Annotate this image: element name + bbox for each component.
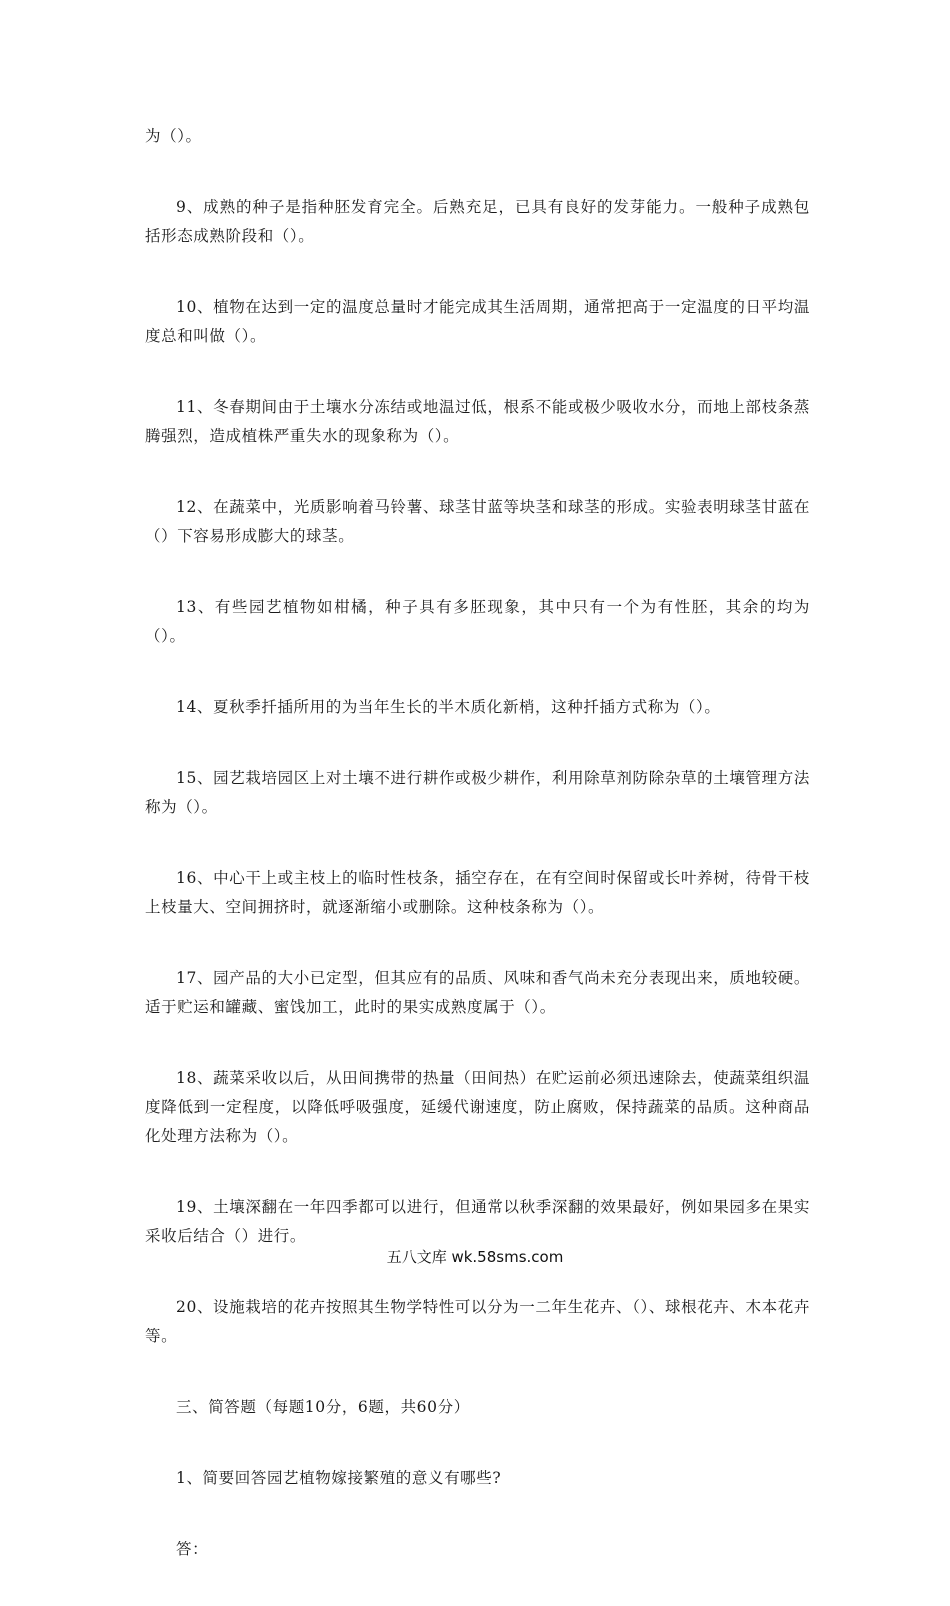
footer-watermark: 五八文库 wk.58sms.com	[386, 1248, 564, 1266]
short-answer-question-1: 1、简要回答园艺植物嫁接繁殖的意义有哪些?	[176, 1469, 502, 1487]
question-18: 18、蔬菜采收以后，从田间携带的热量（田间热）在贮运前必须迅速除去，使蔬菜组织温度降低到一定程度，以降低呼吸强度，延缓代谢速度，防止腐败，保持蔬菜的品质。这种商品化处理方法称为（）。	[145, 1069, 810, 1145]
question-16: 16、中心干上或主枝上的临时性枝条，插空存在，在有空间时保留或长叶养树，待骨干枝上枝量大、空间拥挤时，就逐渐缩小或删除。这种枝条称为（）。	[145, 869, 810, 916]
question-14: 14、夏秋季扦插所用的为当年生长的半木质化新梢，这种扦插方式称为（）。	[176, 698, 721, 716]
question-17: 17、园产品的大小已定型，但其应有的品质、风味和香气尚未充分表现出来，质地较硬。适于贮运和罐藏、蜜饯加工，此时的果实成熟度属于（）。	[145, 969, 810, 1016]
question-13: 13、有些园艺植物如柑橘，种子具有多胚现象，其中只有一个为有性胚，其余的均为（）。	[145, 598, 810, 645]
question-9: 9、成熟的种子是指种胚发育完全。后熟充足，已具有良好的发芽能力。一般种子成熟包括形态成熟阶段和（）。	[145, 198, 810, 245]
question-20: 20、设施栽培的花卉按照其生物学特性可以分为一二年生花卉、（）、球根花卉、木本花卉等。	[145, 1298, 810, 1345]
question-15: 15、园艺栽培园区上对土壤不进行耕作或极少耕作，利用除草剂防除杂草的土壤管理方法称为（）。	[145, 769, 810, 816]
question-12: 12、在蔬菜中，光质影响着马铃薯、球茎甘蓝等块茎和球茎的形成。实验表明球茎甘蓝在（）下容易形成膨大的球茎。	[145, 498, 810, 545]
document-body	[145, 122, 810, 1606]
question-11: 11、冬春期间由于土壤水分冻结或地温过低，根系不能或极少吸收水分，而地上部枝条蒸腾强烈，造成植株严重失水的现象称为（）。	[145, 398, 810, 445]
question-19: 19、土壤深翻在一年四季都可以进行，但通常以秋季深翻的效果最好，例如果园多在果实采收后结合（）进行。	[145, 1198, 810, 1245]
answer-label: 答：	[176, 1540, 209, 1558]
question-10: 10、植物在达到一定的温度总量时才能完成其生活周期，通常把高于一定温度的日平均温度总和叫做（）。	[145, 298, 810, 345]
paragraph-continuation: 为（）。	[145, 127, 202, 145]
section-heading: 三、简答题（每题10分，6题，共60分）	[176, 1398, 470, 1416]
